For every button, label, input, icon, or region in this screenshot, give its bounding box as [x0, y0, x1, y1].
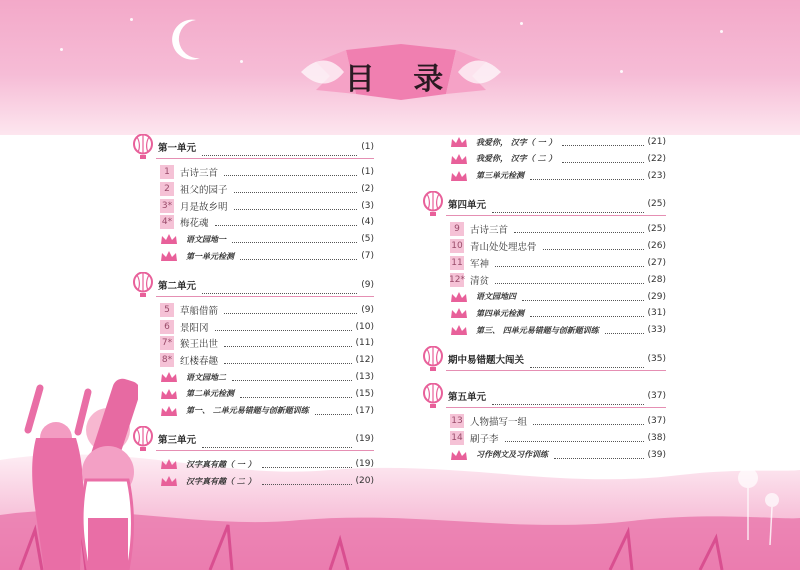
toc-entry[interactable] — [160, 231, 374, 247]
toc-entry[interactable] — [450, 447, 666, 463]
entry-title: 语文园地二 — [186, 371, 226, 382]
entry-title: 人物描写一组 — [470, 417, 528, 428]
crown-icon — [450, 449, 468, 461]
entry-title: 清贫 — [470, 275, 490, 287]
page-number: (21) — [647, 137, 666, 147]
crown-icon — [160, 371, 178, 383]
dot-leader — [240, 258, 357, 260]
toc-entry[interactable] — [450, 305, 666, 321]
toc-entry[interactable] — [160, 319, 374, 335]
entry-title: 第一单元 — [158, 143, 197, 154]
lesson-number-badge: 14 — [451, 432, 463, 443]
page-number: (27) — [647, 258, 666, 268]
crown-icon — [450, 170, 468, 182]
page-number: (31) — [647, 308, 666, 319]
toc-entry[interactable] — [160, 352, 374, 368]
star — [130, 18, 133, 21]
entry-title: 我爱你， 汉字（ 一 ） — [476, 136, 557, 147]
dot-leader — [530, 315, 644, 317]
page-number: (9) — [361, 304, 374, 315]
balloon-icon — [422, 346, 444, 372]
page-number: (20) — [355, 476, 374, 487]
entry-title: 第一、 二单元易错题与创新题训练 — [186, 405, 309, 416]
toc-entry[interactable] — [450, 238, 666, 254]
page-number: (1) — [361, 142, 374, 152]
star — [520, 22, 523, 25]
dot-leader — [562, 161, 643, 163]
entry-title: 我爱你， 汉字（ 二 ） — [476, 153, 557, 164]
lesson-number-badge: 7* — [161, 338, 173, 349]
unit-divider — [446, 215, 666, 216]
entry-title: 第三、 四单元易错题与创新题训练 — [476, 324, 599, 335]
dot-leader — [514, 231, 644, 233]
dot-leader — [232, 241, 357, 243]
crescent-moon-icon — [170, 18, 206, 62]
lesson-number-badge: 6 — [160, 320, 174, 334]
toc-entry[interactable] — [450, 272, 666, 288]
page-number: (12) — [355, 355, 374, 366]
dot-leader — [495, 265, 644, 267]
balloon-icon — [132, 272, 154, 298]
toc-entry[interactable] — [450, 413, 666, 429]
entry-title: 期中易错题大闯关 — [448, 355, 525, 366]
toc-entry[interactable] — [160, 369, 374, 385]
page-number: (10) — [355, 321, 374, 332]
crown-icon — [450, 136, 468, 148]
entry-title: 月是故乡明 — [180, 201, 228, 213]
toc-unit-entry[interactable] — [422, 383, 666, 409]
unit-divider — [156, 158, 374, 159]
dot-leader — [492, 211, 644, 213]
page-number: (19) — [355, 434, 374, 445]
crown-icon — [450, 153, 468, 165]
entry-title: 青山处处埋忠骨 — [470, 242, 537, 254]
entry-title: 习作例文及习作训练 — [476, 449, 548, 460]
toc-entry[interactable] — [160, 335, 374, 351]
crown-icon — [450, 307, 468, 319]
page-number: (25) — [647, 199, 666, 210]
balloon-icon — [132, 134, 154, 160]
dot-leader — [202, 154, 357, 156]
lesson-number-badge: 5 — [160, 303, 174, 317]
page-number: (19) — [355, 459, 374, 470]
dot-leader — [234, 208, 358, 210]
title-banner — [296, 42, 506, 104]
crown-icon — [160, 233, 178, 245]
toc-unit-entry[interactable] — [132, 272, 374, 298]
entry-title: 军神 — [470, 259, 490, 270]
page-number: (22) — [647, 153, 666, 164]
unit-divider — [156, 450, 374, 451]
lesson-number-badge: 11 — [451, 258, 463, 268]
toc-entry[interactable] — [160, 403, 374, 419]
page-number: (37) — [647, 416, 666, 426]
unit-divider — [446, 370, 666, 371]
dot-leader — [605, 332, 644, 334]
entry-title: 第五单元 — [448, 392, 487, 403]
crown-icon — [160, 250, 178, 262]
dot-leader — [224, 174, 357, 176]
lesson-number-badge: 1 — [160, 165, 174, 179]
dot-leader — [505, 440, 644, 442]
toc-entry[interactable] — [160, 473, 374, 489]
unit-divider — [446, 407, 666, 408]
page-number: (33) — [647, 325, 666, 336]
star — [240, 60, 243, 63]
toc-entry[interactable] — [160, 302, 374, 318]
dot-leader — [492, 403, 644, 405]
crown-icon — [160, 475, 178, 487]
entry-title: 古诗三首 — [180, 168, 219, 179]
dot-leader — [202, 446, 352, 448]
lesson-number-badge: 12* — [449, 274, 465, 285]
toc-unit-entry[interactable] — [132, 134, 374, 160]
toc-entry[interactable] — [450, 221, 666, 237]
page-number: (37) — [647, 391, 666, 401]
toc-entry[interactable] — [450, 255, 666, 271]
entry-title: 梅花魂 — [180, 218, 209, 230]
toc-entry[interactable] — [450, 289, 666, 305]
toc-entry[interactable] — [160, 248, 374, 264]
page-number: (29) — [647, 291, 666, 302]
dot-leader — [543, 248, 644, 250]
dot-leader — [495, 282, 644, 284]
page-number: (23) — [647, 170, 666, 181]
dot-leader — [240, 396, 352, 398]
dot-leader — [554, 457, 644, 459]
dot-leader — [315, 413, 352, 415]
page-number: (5) — [361, 234, 374, 245]
lesson-number-badge: 4* — [161, 217, 173, 228]
entry-title: 猴王出世 — [180, 339, 219, 351]
crown-icon — [450, 324, 468, 336]
toc-unit-entry[interactable] — [132, 426, 374, 452]
dot-leader — [224, 362, 352, 364]
toc-entry[interactable] — [450, 151, 666, 167]
entry-title: 语文园地一 — [186, 233, 226, 244]
page-number: (13) — [355, 372, 374, 382]
dot-leader — [224, 312, 357, 314]
toc-entry[interactable] — [450, 168, 666, 184]
dot-leader — [522, 299, 644, 301]
lesson-number-badge: 9 — [450, 222, 464, 236]
entry-title: 第二单元 — [158, 280, 197, 292]
page-number: (26) — [647, 241, 666, 252]
page-number: (25) — [647, 224, 666, 235]
page-number: (38) — [647, 432, 666, 443]
entry-title: 汉字真有趣（ 二 ） — [186, 475, 256, 486]
page-number: (4) — [361, 217, 374, 228]
dot-leader — [530, 178, 644, 180]
entry-title: 第四单元 — [448, 200, 487, 212]
page-title: 目 录 — [344, 62, 458, 97]
star — [720, 30, 723, 33]
entry-title: 草船借箭 — [180, 305, 219, 317]
entry-title: 汉字真有趣（ 一 ） — [186, 458, 256, 469]
page-number: (15) — [355, 388, 374, 399]
toc-entry[interactable] — [160, 181, 374, 197]
entry-title: 古诗三首 — [470, 225, 509, 237]
entry-title: 第四单元检测 — [476, 307, 524, 318]
dot-leader — [262, 483, 352, 485]
crown-icon — [160, 388, 178, 400]
children-illustration — [18, 368, 138, 570]
toc-entry[interactable] — [160, 386, 374, 402]
crown-icon — [450, 291, 468, 303]
entry-title: 第二单元检测 — [186, 388, 234, 399]
crown-icon — [160, 405, 178, 417]
dot-leader — [215, 329, 352, 331]
toc-unit-entry[interactable] — [422, 346, 666, 372]
page-number: (3) — [361, 200, 374, 211]
balloon-icon — [132, 426, 154, 452]
star — [60, 48, 63, 51]
dot-leader — [530, 366, 644, 368]
page-number: (11) — [355, 338, 374, 349]
dot-leader — [224, 345, 352, 347]
balloon-icon — [422, 191, 444, 217]
toc-entry[interactable] — [450, 134, 666, 150]
toc-entry[interactable] — [160, 198, 374, 214]
lesson-number-badge: 2 — [160, 182, 174, 196]
crown-icon — [160, 458, 178, 470]
dot-leader — [215, 224, 358, 226]
page-number: (1) — [361, 167, 374, 177]
page-number: (35) — [647, 354, 666, 364]
entry-title: 第三单元 — [158, 435, 197, 447]
page-number: (2) — [361, 183, 374, 194]
dot-leader — [202, 292, 357, 294]
toc-entry[interactable] — [160, 214, 374, 230]
toc-entry[interactable] — [160, 164, 374, 180]
toc-entry[interactable] — [160, 456, 374, 472]
unit-divider — [156, 296, 374, 297]
dot-leader — [562, 144, 643, 146]
lesson-number-badge: 13 — [451, 416, 463, 426]
toc-unit-entry[interactable] — [422, 191, 666, 217]
toc-entry[interactable] — [450, 430, 666, 446]
page-number: (9) — [361, 279, 374, 290]
dot-leader — [533, 423, 644, 425]
page-number: (39) — [647, 449, 666, 460]
lesson-number-badge: 8* — [161, 355, 173, 366]
balloon-icon — [422, 383, 444, 409]
dot-leader — [234, 191, 358, 193]
entry-title: 景阳冈 — [180, 322, 209, 334]
dot-leader — [232, 379, 352, 381]
entry-title: 语文园地四 — [476, 291, 516, 302]
entry-title: 红楼春趣 — [180, 356, 219, 368]
page-number: (17) — [355, 405, 374, 416]
page-number: (7) — [361, 251, 374, 261]
lesson-number-badge: 10 — [451, 241, 463, 252]
dot-leader — [262, 466, 352, 468]
lesson-number-badge: 3* — [161, 200, 173, 211]
star — [620, 70, 623, 73]
toc-entry[interactable] — [450, 322, 666, 338]
entry-title: 刷子李 — [470, 433, 499, 445]
entry-title: 祖父的园子 — [180, 184, 228, 196]
page-number: (28) — [647, 274, 666, 285]
entry-title: 第三单元检测 — [476, 170, 524, 181]
entry-title: 第一单元检测 — [186, 250, 234, 261]
